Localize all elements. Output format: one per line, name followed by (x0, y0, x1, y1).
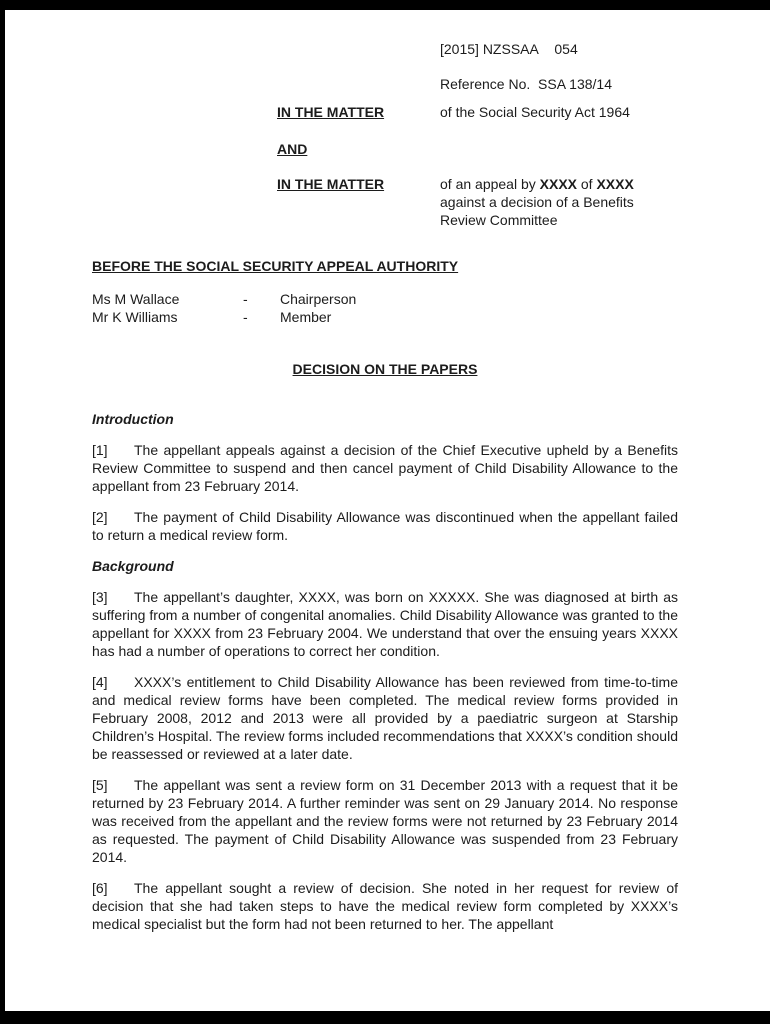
matter-1-text: of the Social Security Act 1964 (440, 104, 630, 120)
panel-dash: - (243, 291, 248, 307)
header-spacer (92, 103, 277, 121)
paragraph-2 (92, 508, 678, 544)
panel-members (92, 290, 678, 326)
header-spacer (92, 140, 277, 158)
redacted-appellant-name: XXXX (539, 176, 577, 192)
in-the-matter-label-1: IN THE MATTER (277, 104, 385, 120)
paragraph-number: [1] (92, 442, 108, 458)
paragraph-number: [4] (92, 674, 108, 690)
reference-number: Reference No. SSA 138/14 (440, 76, 612, 92)
paragraph-text: The appellant sought a review of decision. She noted in her request for review of decision that she had taken steps to have the medical review form completed by XXXX’s medical specialist but the form had not been returned to her. The appellant (92, 880, 678, 932)
redacted-appellant-location: XXXX (596, 176, 634, 192)
before-authority-heading: BEFORE THE SOCIAL SECURITY APPEAL AUTHORITY (92, 258, 459, 274)
scan-edge-top (0, 0, 770, 10)
matter-2-text (440, 175, 682, 229)
matter-2-text-pre: of an appeal by (440, 176, 540, 192)
section-heading-background: Background (92, 558, 174, 574)
scan-edge-left (0, 0, 5, 1024)
paragraph-number: [5] (92, 777, 108, 793)
section-heading-introduction: Introduction (92, 411, 174, 427)
and-label: AND (277, 141, 308, 157)
in-the-matter-label-2: IN THE MATTER (277, 176, 385, 192)
paragraph-text: The appellant’s daughter, XXXX, was born on XXXXX. She was diagnosed at birth as suffering from a number of congenital anomalies. Child Disability Allowance was granted to the appellant for XXXX from 23 February 2004. We understand that over the ensuing years XXXX has had a number of operations to correct her condition. (92, 589, 678, 659)
matter-row-1 (92, 103, 678, 121)
scan-edge-bottom (0, 1011, 770, 1024)
and-row (92, 140, 678, 158)
matter-2-text-post: against a decision of a Benefits Review Committee (440, 194, 634, 228)
panel-member-name: Ms M Wallace (92, 291, 180, 307)
paragraph-1 (92, 441, 678, 495)
panel-member-role: Chairperson (280, 291, 357, 307)
paragraph-number: [6] (92, 880, 108, 896)
panel-member-row (92, 290, 678, 308)
paragraph-3 (92, 588, 678, 660)
paragraph-6 (92, 879, 678, 933)
matter-2-text-mid: of (577, 176, 597, 192)
matter-row-2 (92, 175, 678, 229)
decision-heading: DECISION ON THE PAPERS (292, 361, 478, 377)
panel-member-row (92, 308, 678, 326)
paragraph-number: [2] (92, 509, 108, 525)
paragraph-text: The appellant appeals against a decision of the Chief Executive upheld by a Benefits Review Committee to suspend and then cancel payment of Child Disability Allowance to the appellant from 23 February 2014. (92, 442, 678, 494)
panel-member-role: Member (280, 309, 332, 325)
panel-member-name: Mr K Williams (92, 309, 178, 325)
header-spacer (92, 175, 277, 229)
paragraph-text: The payment of Child Disability Allowance was discontinued when the appellant failed to return a medical review form. (92, 509, 678, 543)
citation: [2015] NZSSAA 054 (440, 41, 578, 57)
panel-dash: - (243, 309, 248, 325)
paragraph-number: [3] (92, 589, 108, 605)
paragraph-text: XXXX’s entitlement to Child Disability Allowance has been reviewed from time-to-time and medical review forms have been completed. The medical review forms provided in February 2008, 2012 and 2013 were all provided by a paediatric surgeon at Starship Children’s Hospital. The review forms included recommendations that XXXX’s condition should be reassessed or reviewed at a later date. (92, 674, 678, 762)
paragraph-4 (92, 673, 678, 763)
paragraph-5 (92, 776, 678, 866)
paragraph-text: The appellant was sent a review form on 31 December 2013 with a request that it be returned by 23 February 2014. A further reminder was sent on 29 January 2014. No response was received from the appellant and the review forms were not returned by 23 February 2014 as requested. The payment of Child Disability Allowance was suspended from 23 February 2014. (92, 777, 678, 865)
